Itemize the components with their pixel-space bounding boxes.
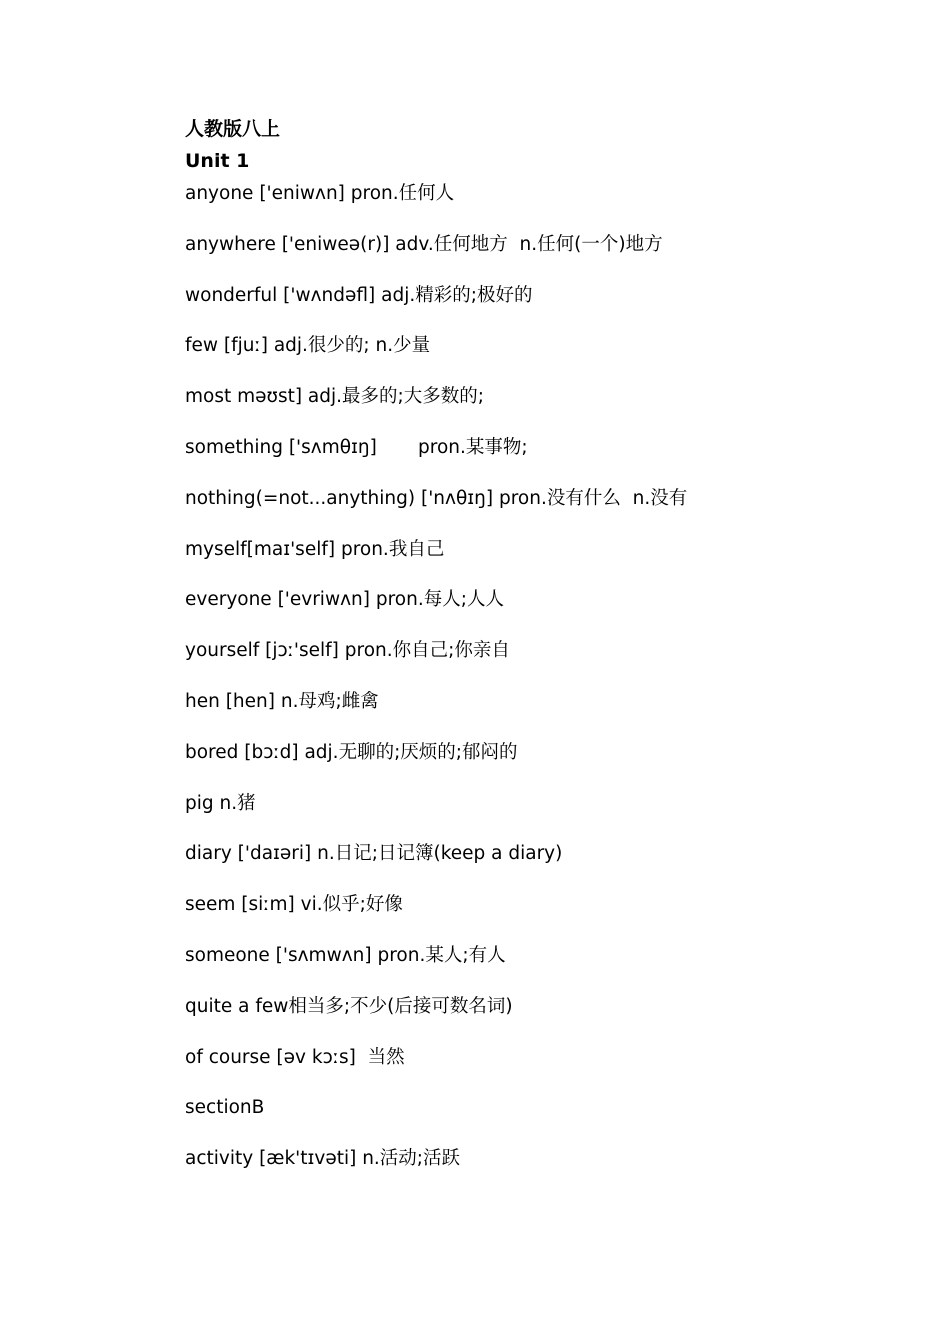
- vocab-entry: seem [siːm] vi.似乎;好像: [185, 894, 403, 916]
- vocab-entry: bored [bɔːd] adj.无聊的;厌烦的;郁闷的: [185, 741, 518, 763]
- vocab-entry: myself[maɪ'self] pron.我自己: [185, 538, 445, 560]
- vocab-entry: everyone ['evriwʌn] pron.每人;人人: [185, 589, 504, 611]
- vocabulary-list: [185, 178, 905, 1175]
- vocab-entry: wonderful ['wʌndəfl] adj.精彩的;极好的: [185, 284, 533, 306]
- vocab-entry: anyone ['eniwʌn] pron.任何人: [185, 183, 455, 204]
- vocab-entry: yourself [jɔː'self] pron.你自己;你亲自: [185, 640, 510, 662]
- vocab-entry: someone ['sʌmwʌn] pron.某人;有人: [185, 944, 506, 966]
- vocab-entry: pig n.猪: [185, 792, 256, 814]
- document-title: 人教版八上: [185, 118, 281, 140]
- vocab-entry: of course [əv kɔːs] 当然: [185, 1046, 405, 1068]
- vocab-entry: most məʊst] adj.最多的;大多数的;: [185, 386, 484, 408]
- vocab-entry: anywhere ['eniweə(r)] adv.任何地方 n.任何(一个)地方: [185, 233, 663, 255]
- page-content: [185, 113, 905, 1194]
- vocab-entry: hen [hen] n.母鸡;雌禽: [185, 690, 379, 712]
- vocab-entry: sectionB: [185, 1097, 265, 1119]
- vocab-entry: few [fjuː] adj.很少的; n.少量: [185, 335, 431, 357]
- vocab-entry: activity [æk'tɪvəti] n.活动;活跃: [185, 1148, 461, 1170]
- vocab-entry: diary ['daɪəri] n.日记;日记簿(keep a diary): [185, 843, 563, 865]
- vocab-entry: something ['sʌmθɪŋ] pron.某事物;: [185, 436, 528, 458]
- vocab-entry: nothing(=not...anything) ['nʌθɪŋ] pron.没有什么 n.没有: [185, 487, 688, 509]
- unit-heading: Unit 1: [185, 150, 250, 172]
- vocab-entry: quite a few相当多;不少(后接可数名词): [185, 995, 513, 1017]
